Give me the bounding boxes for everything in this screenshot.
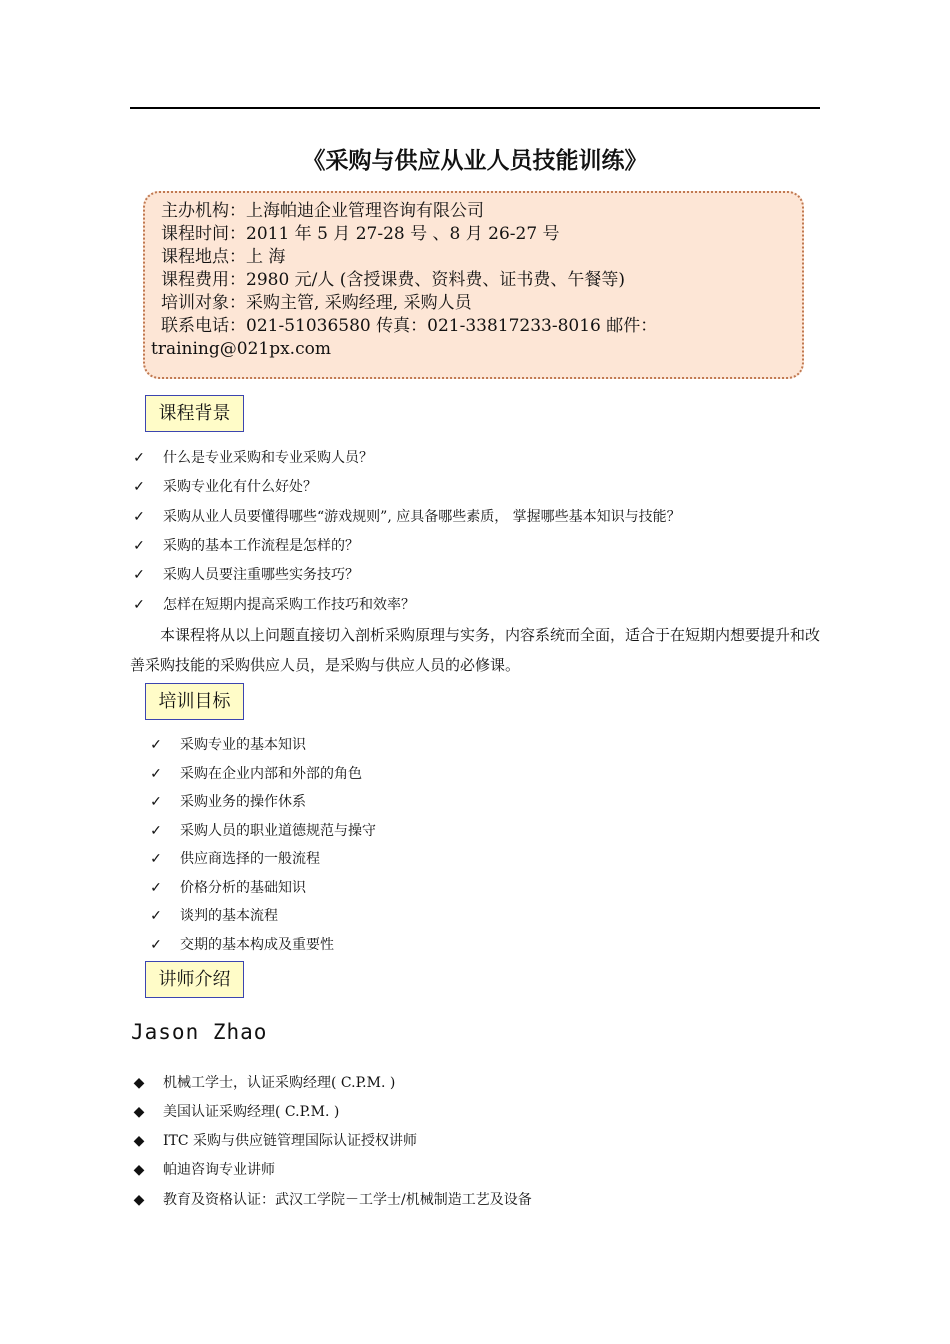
check-icon: ✓ — [133, 538, 145, 554]
organizer-line: 主办机构：上海帕迪企业管理咨询有限公司 — [161, 201, 484, 221]
section-tag-objectives: 培训目标 — [145, 683, 244, 720]
diamond-bullet-icon: ◆ — [133, 1075, 145, 1091]
diamond-bullet-icon: ◆ — [133, 1192, 145, 1208]
diamond-bullet-icon: ◆ — [133, 1104, 145, 1120]
instructor-name: Jason Zhao — [131, 1020, 268, 1044]
check-icon: ✓ — [133, 567, 145, 583]
location-line: 课程地点：上 海 — [161, 247, 286, 267]
header-rule — [130, 107, 820, 109]
check-icon: ✓ — [150, 766, 162, 782]
fee-line: 课程费用：2980 元/人 (含授课费、资料费、证书费、午餐等) — [161, 270, 626, 290]
contact-line: 联系电话：021-51036580 传真：021-33817233-8016 邮件： — [161, 316, 658, 336]
diamond-bullet-icon: ◆ — [133, 1162, 145, 1178]
check-icon: ✓ — [150, 937, 162, 953]
check-icon: ✓ — [133, 479, 145, 495]
time-line: 课程时间：2011 年 5 月 27-28 号 、8 月 26-27 号 — [161, 224, 560, 244]
check-icon: ✓ — [133, 597, 145, 613]
page-title: 《采购与供应从业人员技能训练》 — [302, 147, 648, 174]
check-icon: ✓ — [150, 794, 162, 810]
check-icon: ✓ — [133, 509, 145, 525]
audience-line: 培训对象：采购主管, 采购经理, 采购人员 — [161, 293, 472, 313]
check-icon: ✓ — [150, 851, 162, 867]
diamond-bullet-icon: ◆ — [133, 1133, 145, 1149]
email-line: training@021px.com — [151, 339, 331, 359]
check-icon: ✓ — [150, 823, 162, 839]
section-tag-instructor: 讲师介绍 — [145, 961, 244, 998]
section-tag-background: 课程背景 — [145, 395, 244, 432]
background-paragraph: 本课程将从以上问题直接切入剖析采购原理与实务，内容系统而全面，适合于在短期内想要提升和改善采购技能的采购供应人员，是采购与供应人员的必修课。 — [130, 626, 821, 674]
check-icon: ✓ — [133, 450, 145, 466]
check-icon: ✓ — [150, 908, 162, 924]
check-icon: ✓ — [150, 737, 162, 753]
check-icon: ✓ — [150, 880, 162, 896]
course-info-box — [143, 191, 804, 379]
